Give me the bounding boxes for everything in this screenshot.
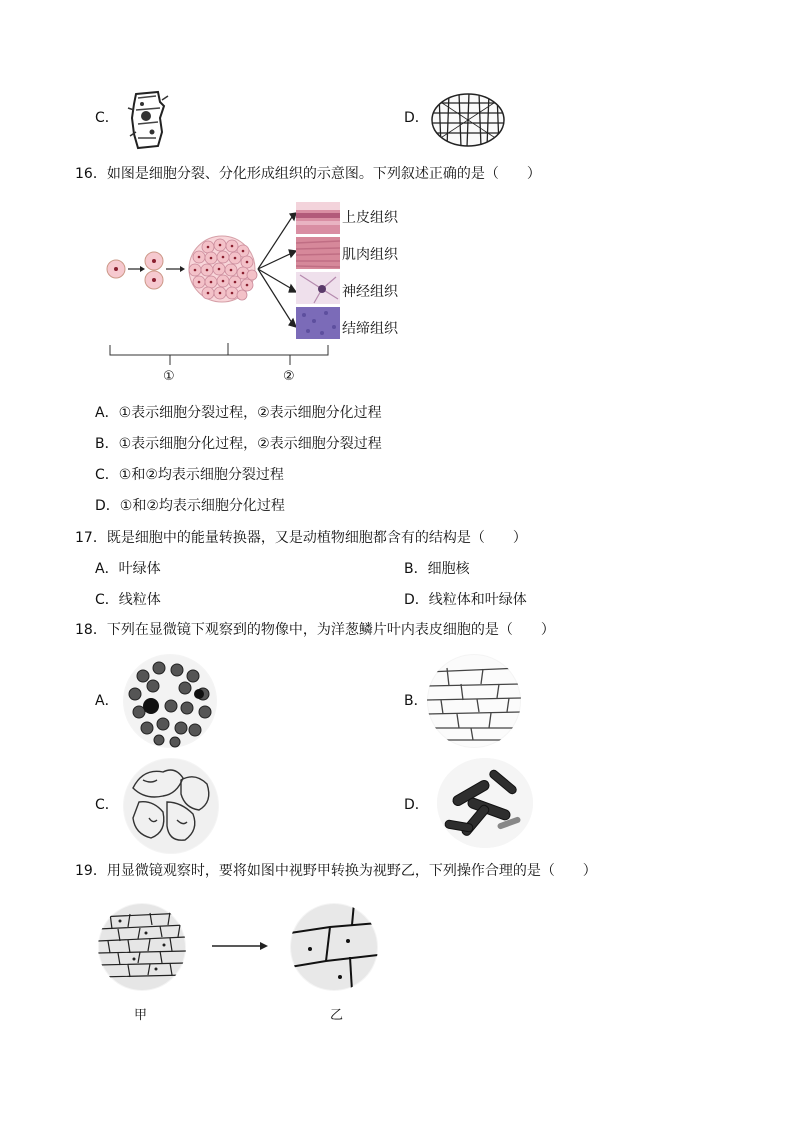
q17-option-a: A．叶绿体 xyxy=(95,561,161,577)
tissue-label-muscle: 肌肉组织 xyxy=(342,247,398,263)
diagram-marker-2: ② xyxy=(283,369,295,384)
q17-stem: 17．既是细胞中的能量转换器，又是动植物细胞都含有的结构是（ ） xyxy=(75,530,527,546)
label-jia: 甲 xyxy=(134,1008,148,1023)
connective-tissue-image xyxy=(296,307,340,339)
q18-stem: 18．下列在显微镜下观察到的物像中，为洋葱鳞片叶内表皮细胞的是（ ） xyxy=(75,622,555,638)
field-of-view-yi-image xyxy=(290,903,378,991)
q16-option-b: B．①表示细胞分化过程，②表示细胞分裂过程 xyxy=(95,436,382,452)
q18-option-a-image xyxy=(123,654,217,748)
diagram-marker-1: ① xyxy=(163,369,175,384)
q16-option-d: D．①和②均表示细胞分化过程 xyxy=(95,498,285,514)
q18-option-c-image xyxy=(123,758,219,854)
field-of-view-jia-image xyxy=(98,903,186,991)
q17-option-b: B．细胞核 xyxy=(404,561,470,577)
epithelial-tissue-image xyxy=(296,202,340,234)
q18-option-b-label: B． xyxy=(404,693,428,709)
tissue-label-connective: 结缔组织 xyxy=(342,321,398,337)
q17-option-c: C．线粒体 xyxy=(95,592,161,608)
q15-option-c-label: C． xyxy=(95,110,119,126)
tissue-label-epithelial: 上皮组织 xyxy=(342,210,398,226)
label-yi: 乙 xyxy=(330,1008,344,1023)
q19-stem: 19．用显微镜观察时，要将如图中视野甲转换为视野乙，下列操作合理的是（ ） xyxy=(75,863,597,879)
q15-option-c-image xyxy=(124,88,170,150)
q18-option-d-label: D． xyxy=(404,797,429,813)
q18-option-c-label: C． xyxy=(95,797,119,813)
muscle-tissue-image xyxy=(296,237,340,269)
tissue-label-nerve: 神经组织 xyxy=(342,284,398,300)
nerve-tissue-image xyxy=(296,272,340,304)
q16-stem: 16．如图是细胞分裂、分化形成组织的示意图。下列叙述正确的是（ ） xyxy=(75,166,541,182)
q16-option-a: A．①表示细胞分裂过程，②表示细胞分化过程 xyxy=(95,405,382,421)
q15-option-d-image xyxy=(431,93,505,147)
q15-option-d-label: D． xyxy=(404,110,429,126)
transition-arrow-icon xyxy=(210,940,270,952)
cell-division-diagram xyxy=(100,195,360,395)
q18-option-d-image xyxy=(437,758,533,848)
q16-option-c: C．①和②均表示细胞分裂过程 xyxy=(95,467,284,483)
q18-option-b-image xyxy=(427,654,521,748)
q18-option-a-label: A． xyxy=(95,693,119,709)
q17-option-d: D．线粒体和叶绿体 xyxy=(404,592,527,608)
